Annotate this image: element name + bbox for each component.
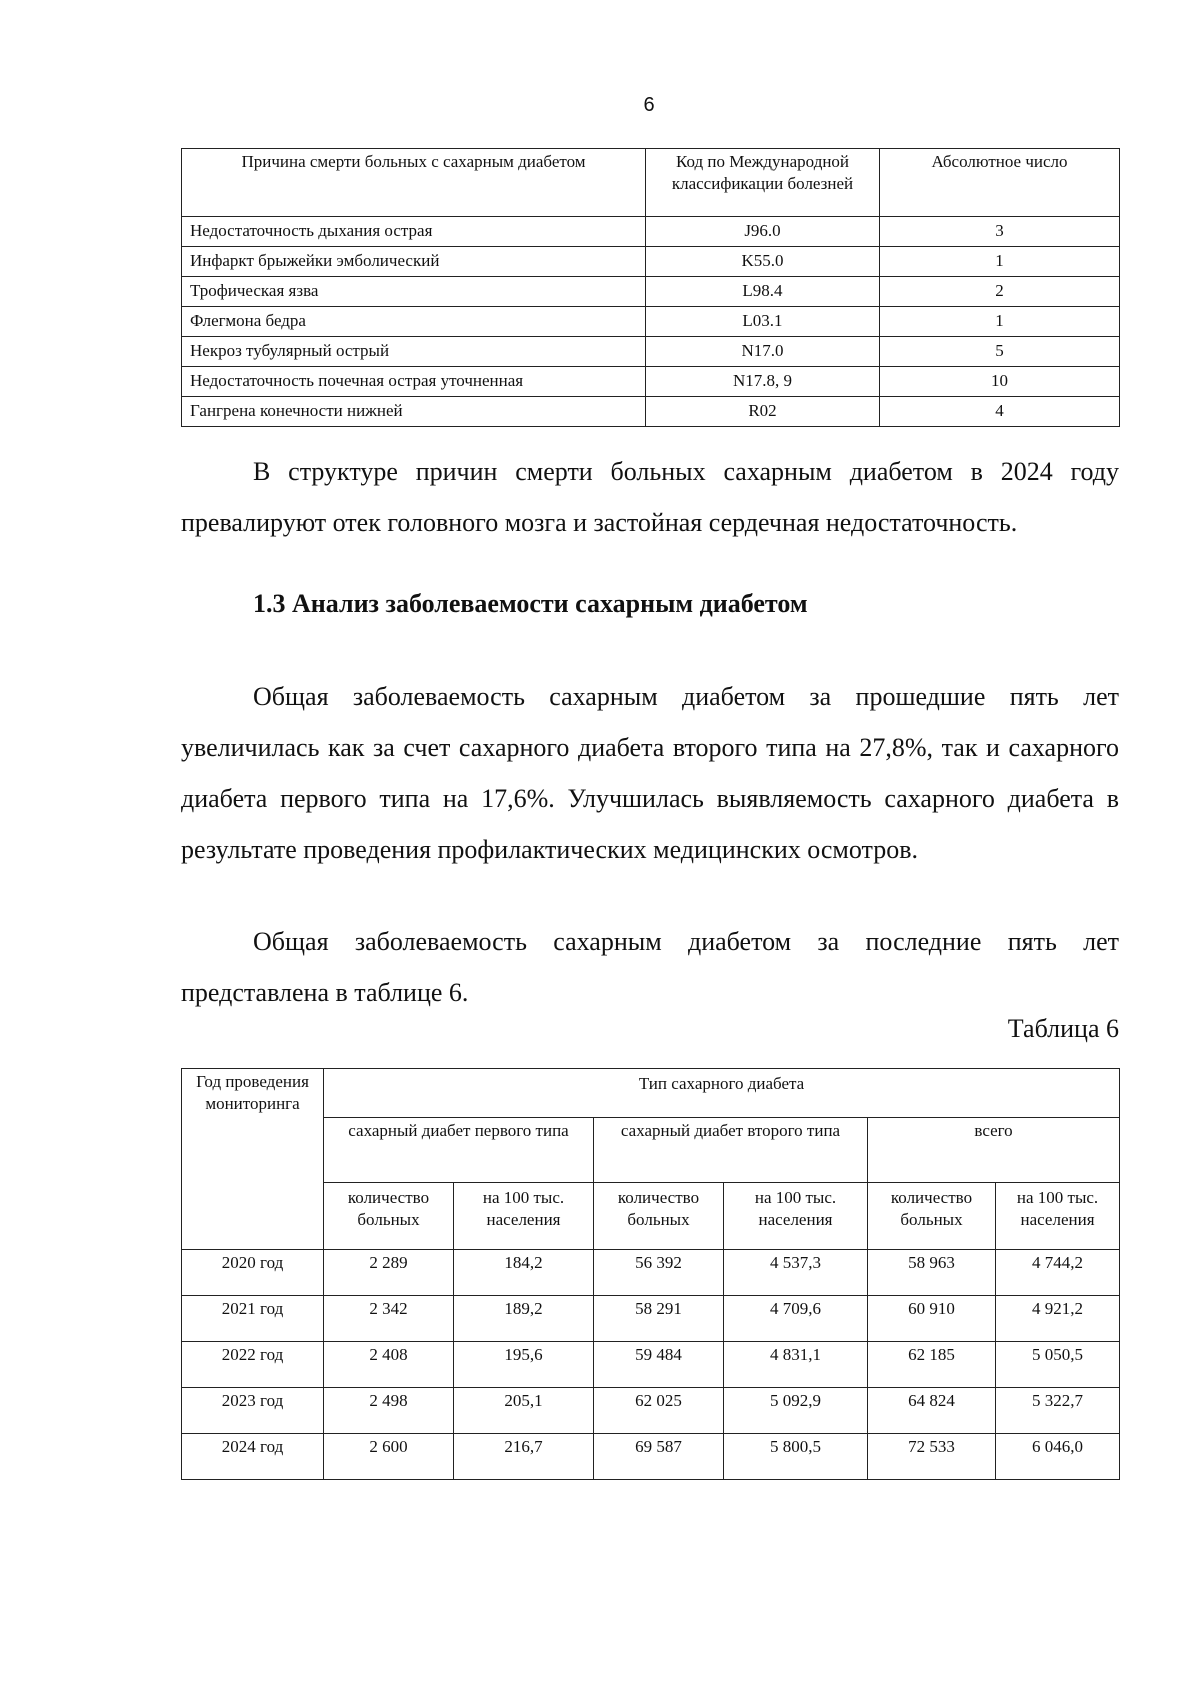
header-cause: Причина смерти больных с сахарным диабетом (182, 149, 646, 217)
header-patients: количество больных (594, 1183, 724, 1250)
code-cell: L98.4 (646, 277, 880, 307)
type1-count-cell: 2 289 (324, 1250, 454, 1296)
cause-cell: Гангрена конечности нижней (182, 397, 646, 427)
table-row (182, 337, 1120, 367)
table-row (182, 217, 1120, 247)
type2-count-cell: 69 587 (594, 1434, 724, 1480)
code-cell: J96.0 (646, 217, 880, 247)
type2-rate-cell: 4 537,3 (724, 1250, 868, 1296)
header-per100k: на 100 тыс. населения (454, 1183, 594, 1250)
header-patients: количество больных (324, 1183, 454, 1250)
table-row (182, 247, 1120, 277)
type1-rate-cell: 189,2 (454, 1296, 594, 1342)
header-type1: сахарный диабет первого типа (324, 1118, 594, 1183)
year-cell: 2023 год (182, 1388, 324, 1434)
cause-cell: Недостаточность дыхания острая (182, 217, 646, 247)
count-cell: 10 (880, 367, 1120, 397)
table-caption: Таблица 6 (1007, 1014, 1119, 1043)
header-per100k: на 100 тыс. населения (724, 1183, 868, 1250)
death-causes-table (181, 148, 1120, 427)
code-cell: R02 (646, 397, 880, 427)
type2-count-cell: 58 291 (594, 1296, 724, 1342)
count-cell: 2 (880, 277, 1120, 307)
total-count-cell: 72 533 (868, 1434, 996, 1480)
total-count-cell: 62 185 (868, 1342, 996, 1388)
paragraph-incidence-growth: Общая заболеваемость сахарным диабетом за прошедшие пять лет увеличилась как за счет сахарного диабета второго типа на 27,8%, так и сахарного диабета первого типа на 17,6%. Улучшилась выявляемость сахарного диабета в результате проведения профилактических медицинских осмотров. (181, 682, 1119, 864)
paragraph-table-reference: Общая заболеваемость сахарным диабетом за последние пять лет представлена в таблице 6. (181, 927, 1119, 1007)
type1-rate-cell: 184,2 (454, 1250, 594, 1296)
table-row (182, 1250, 1120, 1296)
count-cell: 4 (880, 397, 1120, 427)
count-cell: 5 (880, 337, 1120, 367)
total-rate-cell: 6 046,0 (996, 1434, 1120, 1480)
table-row (182, 307, 1120, 337)
header-total: всего (868, 1118, 1120, 1183)
cause-cell: Инфаркт брыжейки эмболический (182, 247, 646, 277)
incidence-table (181, 1068, 1120, 1480)
type2-count-cell: 56 392 (594, 1250, 724, 1296)
table-row (182, 1388, 1120, 1434)
count-cell: 1 (880, 307, 1120, 337)
code-cell: K55.0 (646, 247, 880, 277)
header-type2: сахарный диабет второго типа (594, 1118, 868, 1183)
header-year: Год проведения мониторинга (182, 1069, 324, 1250)
table-header-row (182, 1069, 1120, 1118)
type2-rate-cell: 4 831,1 (724, 1342, 868, 1388)
paragraph-death-structure: В структуре причин смерти больных сахарным диабетом в 2024 году превалируют отек головного мозга и застойная сердечная недостаточность. (181, 457, 1119, 537)
header-count: Абсолютное число (880, 149, 1120, 217)
type2-count-cell: 62 025 (594, 1388, 724, 1434)
page-number: 6 (643, 94, 655, 116)
total-count-cell: 60 910 (868, 1296, 996, 1342)
type2-rate-cell: 5 092,9 (724, 1388, 868, 1434)
header-code: Код по Международной классификации болезней (646, 149, 880, 217)
type1-rate-cell: 195,6 (454, 1342, 594, 1388)
table-row (182, 397, 1120, 427)
table-row (182, 1434, 1120, 1480)
cause-cell: Флегмона бедра (182, 307, 646, 337)
table-row (182, 277, 1120, 307)
table-row (182, 367, 1120, 397)
cause-cell: Трофическая язва (182, 277, 646, 307)
table-row (182, 1296, 1120, 1342)
type2-rate-cell: 4 709,6 (724, 1296, 868, 1342)
year-cell: 2021 год (182, 1296, 324, 1342)
year-cell: 2022 год (182, 1342, 324, 1388)
type1-rate-cell: 205,1 (454, 1388, 594, 1434)
type2-count-cell: 59 484 (594, 1342, 724, 1388)
code-cell: N17.0 (646, 337, 880, 367)
year-cell: 2020 год (182, 1250, 324, 1296)
type1-count-cell: 2 498 (324, 1388, 454, 1434)
cause-cell: Некроз тубулярный острый (182, 337, 646, 367)
count-cell: 3 (880, 217, 1120, 247)
total-rate-cell: 4 744,2 (996, 1250, 1120, 1296)
code-cell: N17.8, 9 (646, 367, 880, 397)
table-header-row (182, 149, 1120, 217)
header-diabetes-type: Тип сахарного диабета (324, 1069, 1120, 1118)
header-patients: количество больных (868, 1183, 996, 1250)
type1-count-cell: 2 342 (324, 1296, 454, 1342)
header-per100k: на 100 тыс. населения (996, 1183, 1120, 1250)
type2-rate-cell: 5 800,5 (724, 1434, 868, 1480)
total-rate-cell: 5 050,5 (996, 1342, 1120, 1388)
cause-cell: Недостаточность почечная острая уточненная (182, 367, 646, 397)
total-rate-cell: 4 921,2 (996, 1296, 1120, 1342)
type1-count-cell: 2 408 (324, 1342, 454, 1388)
type1-rate-cell: 216,7 (454, 1434, 594, 1480)
type1-count-cell: 2 600 (324, 1434, 454, 1480)
total-count-cell: 58 963 (868, 1250, 996, 1296)
year-cell: 2024 год (182, 1434, 324, 1480)
count-cell: 1 (880, 247, 1120, 277)
section-heading: 1.3 Анализ заболеваемости сахарным диабетом (253, 589, 808, 618)
code-cell: L03.1 (646, 307, 880, 337)
total-rate-cell: 5 322,7 (996, 1388, 1120, 1434)
table-row (182, 1342, 1120, 1388)
total-count-cell: 64 824 (868, 1388, 996, 1434)
